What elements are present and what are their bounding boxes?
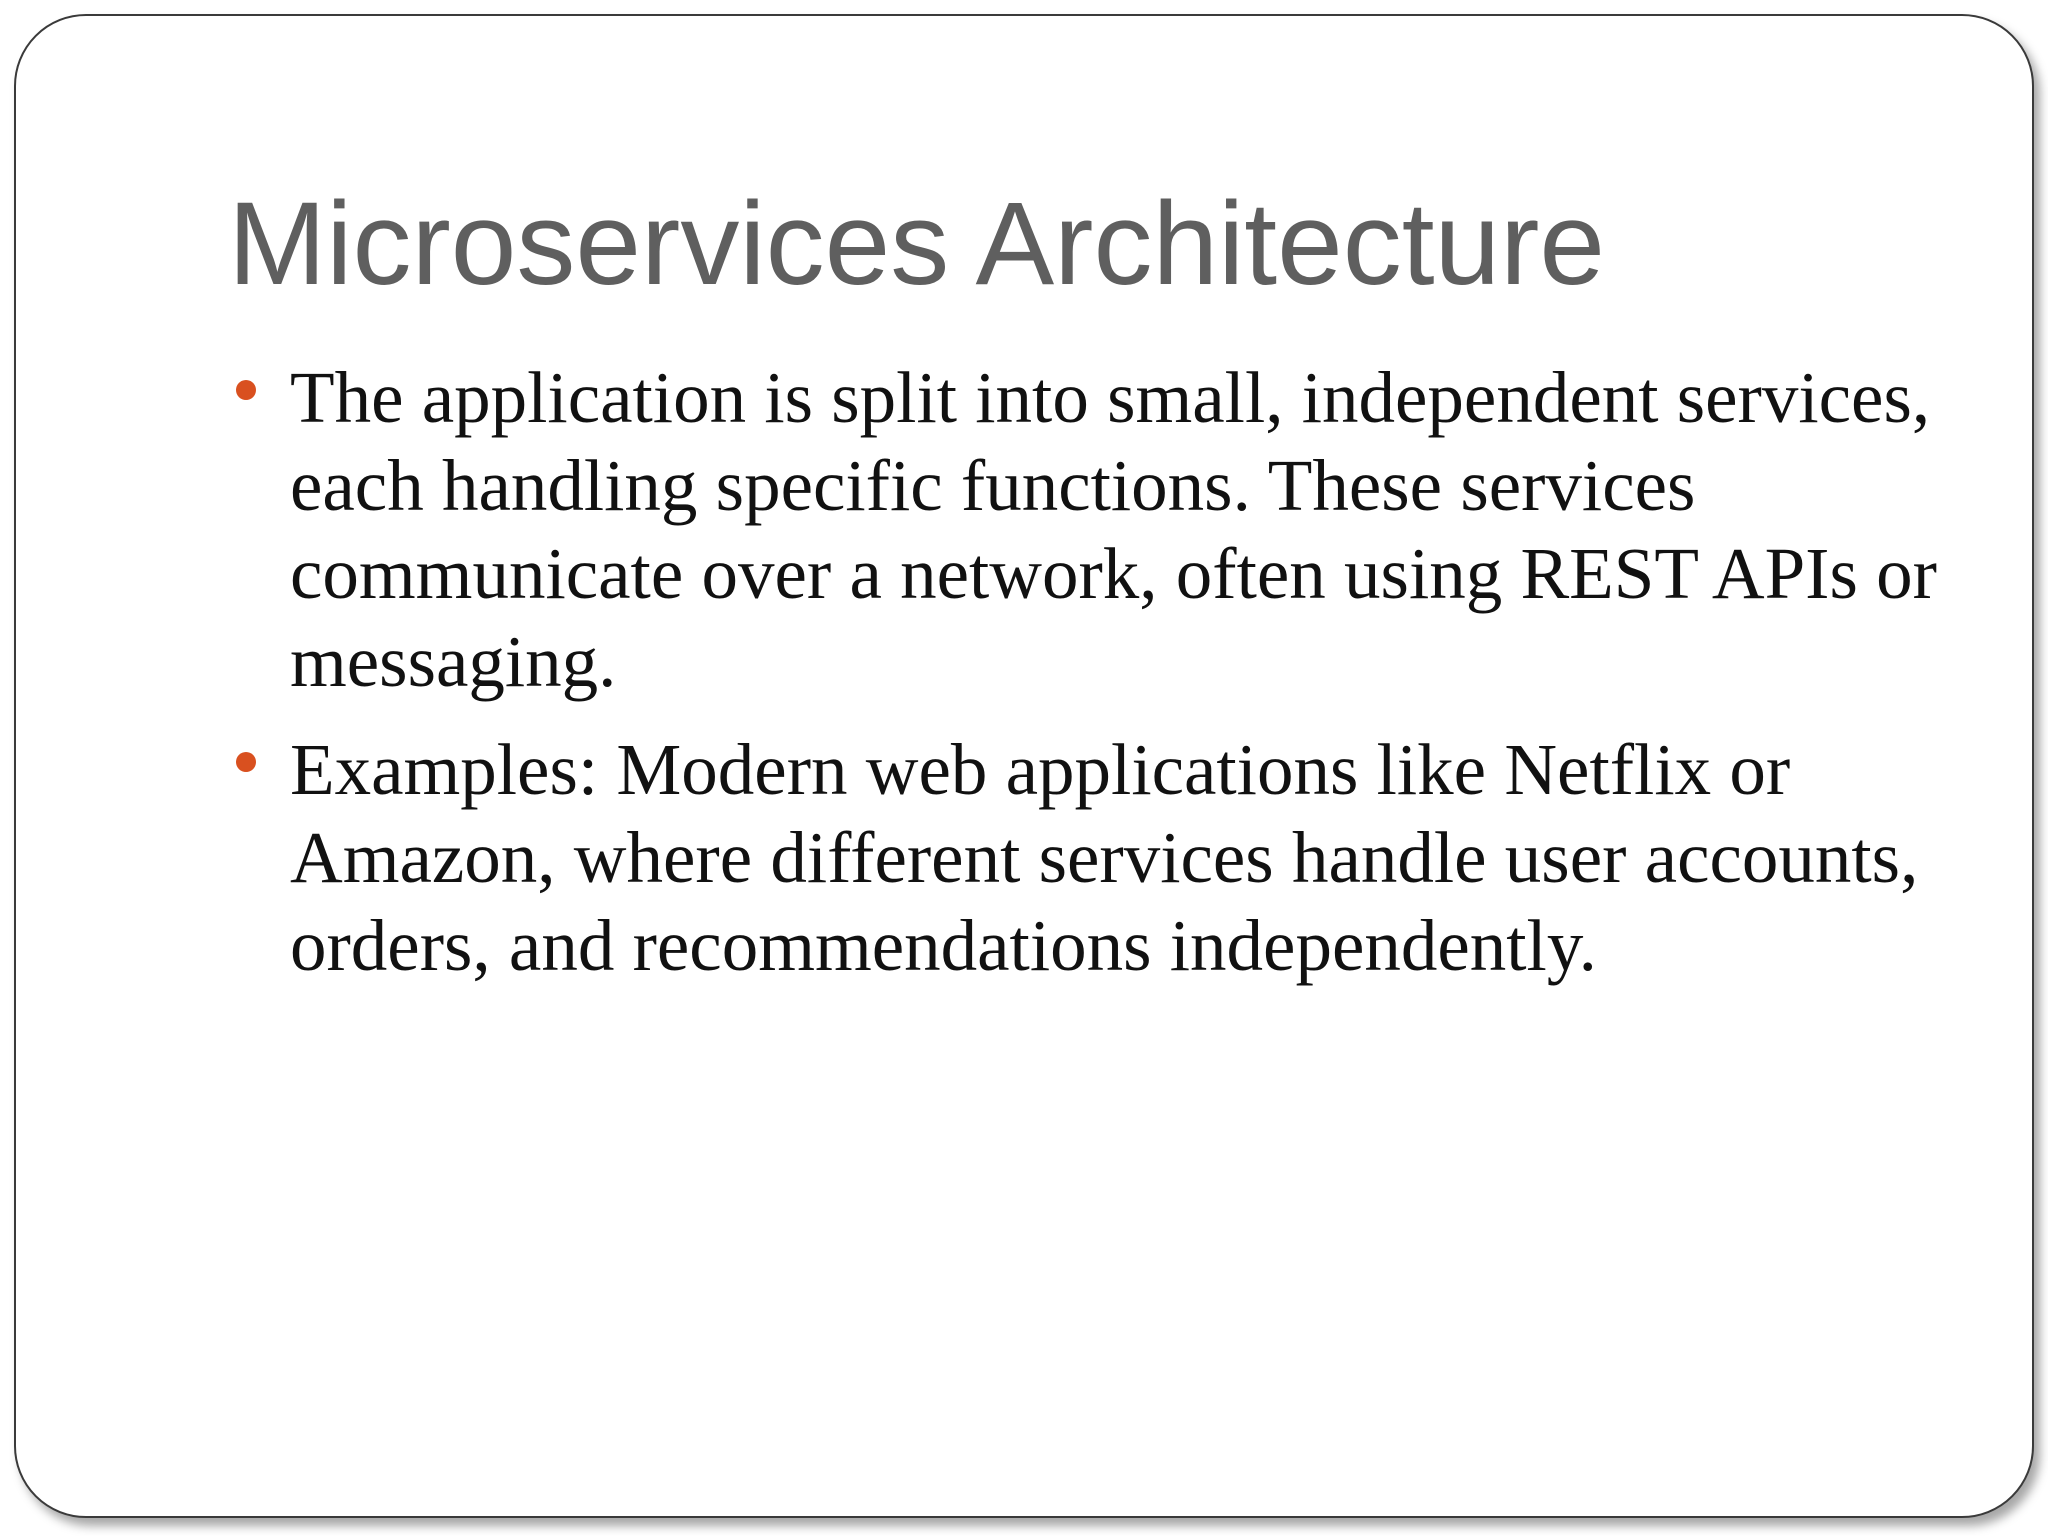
bullet-list	[228, 354, 1988, 1010]
bullet-item	[228, 726, 1988, 990]
bullet-text: The application is split into small, independent services, each handling specific functions. These services communicate over a network, often using REST APIs or messaging.	[290, 357, 1937, 702]
bullet-icon	[236, 752, 256, 772]
bullet-icon	[236, 380, 256, 400]
bullet-item	[228, 354, 1988, 706]
slide-frame	[14, 14, 2034, 1518]
bullet-text: Examples: Modern web applications like Netflix or Amazon, where different services handle user accounts, orders, and recommendations independently.	[290, 729, 1919, 986]
slide-title: Microservices Architecture	[228, 178, 1606, 310]
